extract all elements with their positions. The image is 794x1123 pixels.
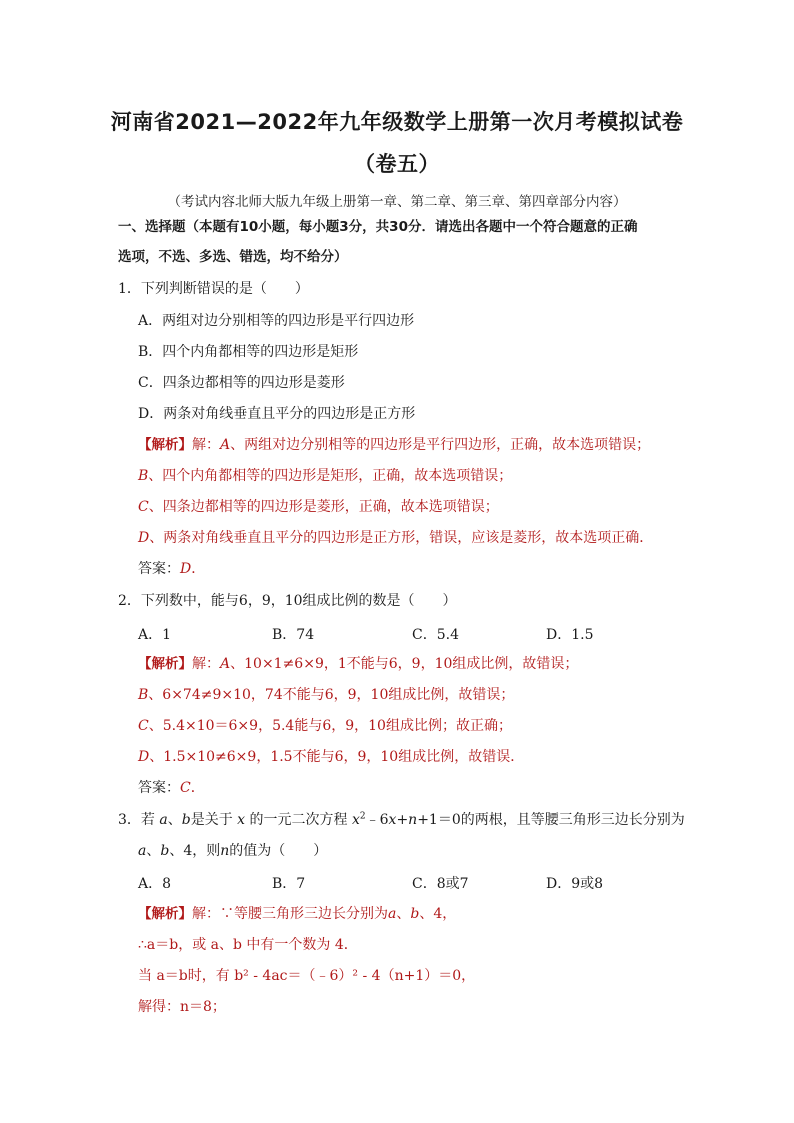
variable: a [388, 906, 397, 922]
exponent: 2 [359, 811, 366, 822]
q3-analysis-line-1 [138, 905, 456, 923]
section-heading-cont: 选项，不选、多选、错选，均不给分） [118, 249, 348, 265]
q1-option-a: A．两组对边分别相等的四边形是平行四边形 [138, 313, 415, 329]
q3-analysis-line-4: 解得：n＝8； [138, 999, 226, 1015]
q3-stem-line-2 [138, 842, 327, 860]
answer-value: D [180, 561, 192, 577]
option-letter: D [138, 749, 150, 765]
analysis-intro: 解： [192, 656, 220, 672]
q3-option-d: D．9或8 [546, 876, 604, 892]
q2-option-a: A．1 [138, 627, 172, 643]
q3-option-b: B．7 [272, 876, 306, 892]
exam-subtitle: （卷五） [354, 152, 440, 176]
analysis-tag: 【解析】 [138, 437, 192, 453]
analysis-text: 、4， [419, 906, 457, 922]
q3-stem-text: 是关于 [190, 812, 233, 828]
answer-label: 答案： [138, 780, 180, 796]
analysis-intro: 解：∵等腰三角形三边长分别为 [192, 906, 388, 922]
q2-answer [138, 779, 205, 797]
variable: x [351, 812, 360, 828]
equation-text: + [396, 812, 409, 828]
q1-option-b: B．四个内角都相等的四边形是矩形 [138, 344, 359, 360]
q3-stem-line-1 [118, 811, 685, 829]
variable: x [237, 812, 246, 828]
answer-value: C [180, 780, 191, 796]
q2-option-c: C．5.4 [412, 627, 459, 643]
analysis-text: 、6×74≠9×10，74不能与6，9，10组成比例，故错误； [148, 687, 515, 703]
q1-analysis-line-2 [138, 467, 512, 485]
q1-answer [138, 560, 205, 578]
analysis-text: 、1.5×10≠6×9，1.5不能与6，9，10组成比例，故错误． [149, 749, 525, 765]
q3-stem-text: 的一元二次方程 [249, 812, 348, 828]
q1-analysis-line-4 [138, 529, 653, 547]
q2-stem: 2．下列数中，能与6，9，10组成比例的数是（ ） [118, 593, 457, 609]
analysis-text: 、5.4×10＝6×9，5.4能与6，9，10组成比例；故正确； [148, 718, 512, 734]
option-letter: D [138, 530, 150, 546]
q1-analysis-line-3 [138, 498, 499, 516]
q2-option-d: D．1.5 [546, 627, 594, 643]
analysis-text: 、两条对角线垂直且平分的四边形是正方形，错误，应该是菱形，故本选项正确． [149, 530, 654, 546]
q2-analysis-line-1 [138, 655, 578, 673]
q2-analysis-line-2 [138, 686, 514, 704]
analysis-intro: 解： [192, 437, 220, 453]
equation-text: ﹣6 [365, 812, 389, 828]
q1-option-c: C．四条边都相等的四边形是菱形 [138, 375, 345, 391]
q3-option-a: A．8 [138, 876, 172, 892]
analysis-text: 、 [396, 906, 411, 922]
option-letter: C [138, 718, 149, 734]
q3-stem-text: 3．若 [118, 812, 155, 828]
variable: b [160, 843, 170, 859]
option-letter: B [138, 468, 149, 484]
variable: n [220, 843, 230, 859]
analysis-text: 、10×1≠6×9，1不能与6，9，10组成比例，故错误； [230, 656, 579, 672]
analysis-text: 、两组对边分别相等的四边形是平行四边形，正确，故本选项错误； [230, 437, 651, 453]
q1-analysis-line-1 [138, 436, 650, 454]
q2-analysis-line-4 [138, 748, 524, 766]
q3-stem-text: 、 [146, 843, 161, 859]
variable: n [408, 812, 418, 828]
q2-option-b: B．74 [272, 627, 315, 643]
option-letter: A [220, 437, 231, 453]
option-letter: C [138, 499, 149, 515]
q3-stem-text: 的值为（ ） [229, 843, 328, 859]
option-letter: A [220, 656, 231, 672]
equation-text: +1＝0的两根，且等腰三角形三边长分别为 [417, 812, 685, 828]
q3-stem-text: 、 [167, 812, 182, 828]
variable: b [181, 812, 191, 828]
variable: a [138, 843, 147, 859]
answer-end: ． [191, 561, 206, 577]
q3-analysis-line-3: 当 a＝b时，有 b² - 4ac＝（﹣6）² - 4（n+1）＝0， [138, 968, 476, 984]
analysis-text: 、四条边都相等的四边形是菱形，正确，故本选项错误； [148, 499, 499, 515]
q3-analysis-line-2: ∴a＝b，或 a、b 中有一个数为 4． [138, 937, 358, 953]
variable: x [388, 812, 397, 828]
q1-stem: 1．下列判断错误的是（ ） [118, 281, 309, 297]
q3-option-c: C．8或7 [412, 876, 469, 892]
analysis-tag: 【解析】 [138, 906, 192, 922]
variable: b [410, 906, 420, 922]
q2-analysis-line-3 [138, 717, 512, 735]
variable: a [159, 812, 168, 828]
analysis-text: 、四个内角都相等的四边形是矩形，正确，故本选项错误； [148, 468, 513, 484]
option-letter: B [138, 687, 149, 703]
exam-title: 河南省2021—2022年九年级数学上册第一次月考模拟试卷 [110, 110, 684, 134]
q1-option-d: D．两条对角线垂直且平分的四边形是正方形 [138, 406, 416, 422]
exam-scope: （考试内容北师大版九年级上册第一章、第二章、第三章、第四章部分内容） [167, 194, 627, 210]
q3-stem-text: 、4，则 [169, 843, 221, 859]
answer-end: ． [190, 780, 205, 796]
analysis-tag: 【解析】 [138, 656, 192, 672]
answer-label: 答案： [138, 561, 180, 577]
section-heading: 一、选择题（本题有10小题，每小题3分，共30分．请选出各题中一个符合题意的正确 [118, 219, 638, 235]
